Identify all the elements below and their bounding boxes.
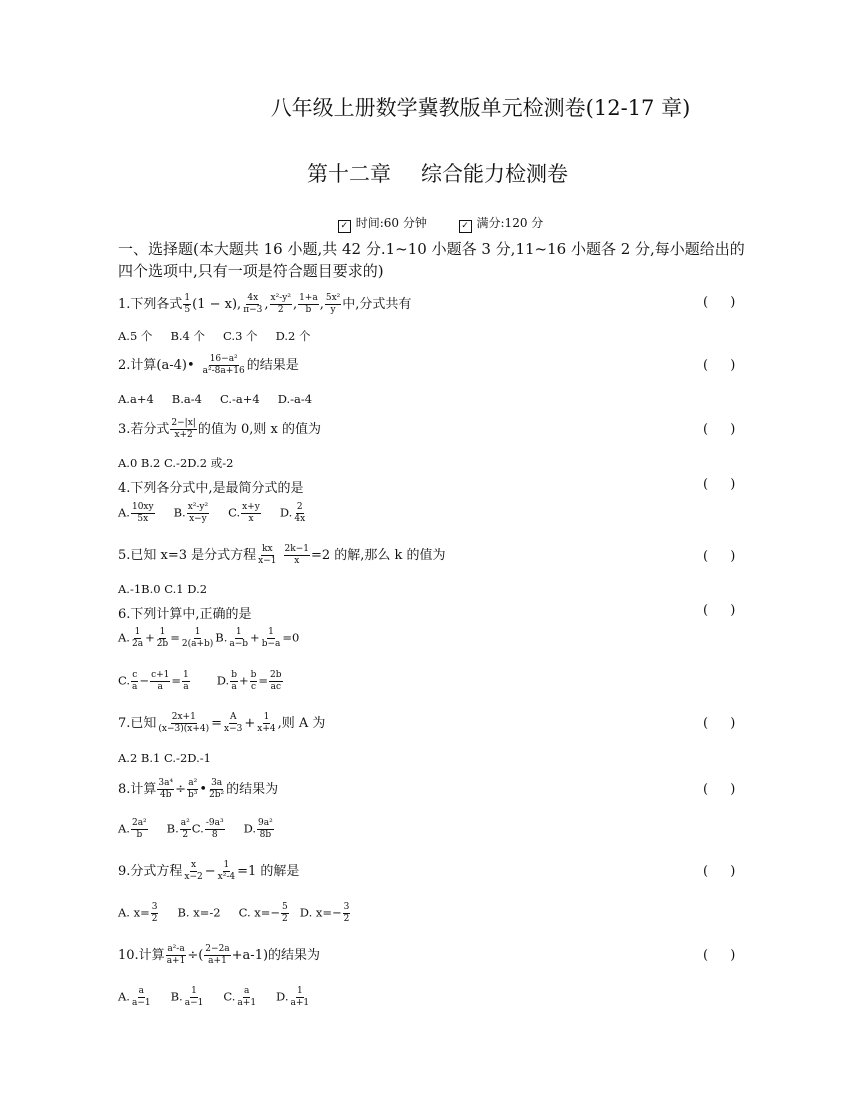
fraction [290, 986, 311, 1009]
question-text: 8.计算 [118, 782, 157, 797]
answer-parens: ( ) [703, 716, 736, 731]
fraction [187, 778, 198, 801]
fraction [284, 544, 310, 567]
fraction [250, 670, 258, 693]
checkbox-icon: ✓ [459, 220, 472, 233]
exam-meta [0, 214, 861, 233]
numerator: 2k−1 [284, 544, 309, 554]
page-title: 八年级上册数学冀教版单元检测卷(12-17 章) [270, 96, 691, 120]
numerator: x [191, 860, 197, 870]
question-text: 2.计算(a-4)• [118, 358, 195, 373]
answer-parens: ( ) [703, 358, 736, 373]
denominator: 2 [151, 914, 158, 924]
numerator: A [229, 712, 237, 722]
denominator: x+2 [174, 430, 193, 440]
options: A.0 B.2 C.-2D.2 或-2 [118, 456, 234, 470]
options: A. $\frac{\text{2a²}}{b}$ B. $\frac{\text{a²}}{2}$ C. $\frac{\text{-9a³}}{8}$ D. $\frac{\text{9a²}}{8b}$ [118, 818, 273, 840]
denominator: 5x [137, 514, 149, 524]
fraction [257, 818, 274, 841]
fraction [150, 670, 170, 693]
fraction [181, 627, 214, 650]
fraction [236, 986, 257, 1009]
options: A.a+4 B.a-4 C.-a+4 D.-a-4 [118, 392, 313, 406]
options: A.5 个 B.4 个 C.3 个 D.2 个 [118, 329, 311, 343]
denominator: ac [270, 682, 281, 692]
denominator: x [294, 556, 300, 566]
fraction [202, 354, 246, 377]
fraction [131, 818, 148, 841]
denominator: x²-4 [217, 872, 236, 882]
numerator: 4x [247, 293, 259, 303]
denominator: 2 [277, 305, 284, 315]
options: A. $\frac{10xy}{5x}$ B. $\frac{\text{x²-y²}}{x-y}$ C. $\frac{x+y}{x}$ D. $\frac{2}{4x}$ [118, 502, 306, 524]
question-2: 2.计算(a-4)• $\frac{\text{16−a²}}{\text{a²-8a+16}}$ 的结果是 [118, 354, 299, 376]
denominator: a−1 [131, 998, 151, 1008]
denominator: 8b [259, 830, 272, 840]
fraction [166, 944, 187, 967]
numerator: 1 [159, 627, 166, 637]
options: A. $\frac{1}{2a}$ + $\frac{1}{2b}$ = $\frac{1}{2(a+b)}$ B. $\frac{1}{a-b}$ + $\frac{1}{b-a}$ =0 [118, 627, 300, 649]
numerator: -9a³ [205, 818, 224, 828]
fraction [343, 902, 351, 925]
numerator: x²-y² [187, 502, 209, 512]
fraction [205, 818, 225, 841]
denominator: a−b [229, 639, 249, 649]
numerator: 1 [268, 627, 274, 637]
denominator: a [183, 682, 189, 692]
denominator: 2(a+b) [181, 639, 214, 649]
numerator: a [244, 986, 250, 996]
denominator: π−3 [243, 305, 263, 315]
numerator: c [132, 670, 138, 680]
denominator: 2 [282, 914, 288, 924]
denominator: 2a [131, 639, 144, 649]
full-score: 满分:120 分 [476, 216, 544, 230]
numerator: 2a² [131, 818, 147, 828]
denominator: a [157, 682, 163, 692]
numerator: 1 [296, 986, 303, 996]
fraction [223, 712, 243, 735]
denominator: x−1 [258, 556, 277, 566]
options: A. x= $\frac{3}{2}$ B. x=-2 C. x=− $\frac{5}{2}$ D. x=− $\frac{3}{2}$ [118, 902, 350, 924]
numerator: 3 [343, 902, 350, 912]
numerator: a²-a [167, 944, 185, 954]
numerator: 1 [184, 293, 191, 303]
denominator: 8 [211, 830, 218, 840]
question-3: 3.若分式 $\frac{2-|x|}{x+2}$ 的值为 0,则 x 的值为 [118, 418, 321, 440]
question-8: 8.计算 $\frac{\text{3a⁴}}{4b}$ ÷ $\frac{\text{a²}}{\text{b³}}$ • $\frac{3a}{\text{2b²}}$ 的结果为 [118, 778, 279, 800]
denominator: a [231, 682, 237, 692]
denominator: a+1 [166, 956, 186, 966]
fraction [281, 902, 289, 925]
fraction [270, 293, 292, 316]
numerator: 3a [211, 778, 223, 788]
numerator: 3a⁴ [158, 778, 174, 788]
fraction [228, 627, 249, 650]
denominator: 4x [294, 514, 306, 524]
denominator: a−1 [184, 998, 204, 1008]
section-heading: 一、选择题(本大题共 16 小题,共 42 分.1~10 小题各 3 分,11~16 小题各 2 分,每小题给出的四个选项中,只有一项是符合题目要求的) [118, 240, 745, 280]
answer-parens: ( ) [703, 864, 736, 879]
fraction [269, 670, 283, 693]
answer-parens: ( ) [703, 549, 736, 564]
options: C. $\frac{c}{a}$ − $\frac{c+1}{a}$ = $\frac{1}{a}$ D. $\frac{b}{a}$ + $\frac{b}{c}$ = $\frac{2b}{ac}$ [118, 670, 282, 692]
fraction [156, 627, 170, 650]
checkbox-icon: ✓ [338, 220, 351, 233]
fraction [170, 418, 196, 441]
fraction [242, 293, 263, 316]
fraction [180, 818, 191, 841]
question-9: 9.分式方程 $\frac{x}{x-2}$ − $\frac{1}{\text{x²-4}}$ =1 的解是 [118, 860, 300, 882]
question-10: 10.计算 $\frac{\text{a²-a}}{a+1}$ ÷( $\frac{2-2a}{a+1}$ +a-1)的结果为 [118, 944, 321, 966]
numerator: 2−|x| [171, 418, 196, 428]
numerator: 1+a [299, 293, 318, 303]
question-text: 9.分式方程 [118, 864, 183, 879]
numerator: a² [180, 818, 190, 828]
fraction [157, 712, 210, 735]
fraction [183, 293, 191, 316]
fraction [131, 627, 144, 650]
fraction [183, 860, 203, 883]
chapter-title [0, 158, 861, 188]
denominator: a [132, 682, 138, 692]
numerator: 1 [194, 627, 201, 637]
denominator: a+1 [237, 998, 257, 1008]
fraction [184, 986, 205, 1009]
question-6: 6.下列计算中,正确的是 [118, 607, 252, 622]
denominator: x−2 [184, 872, 203, 882]
question-text: 5.已知 x=3 是分式方程 [118, 548, 257, 563]
fraction [256, 712, 276, 735]
question-text: 7.已知 [118, 716, 157, 731]
numerator: 1 [235, 627, 242, 637]
numerator: 1 [134, 627, 141, 637]
numerator: a² [188, 778, 198, 788]
question-1: 1.下列各式 $\frac{1}{5}$ (1 − x), $\frac{4x}{\pi-3}$ , $\frac{\text{x²-y²}}{2}$ , $\frac{1+a}{b}$ , $\frac{\text{5x²}}{y}$ 中,分式共有 [118, 293, 412, 315]
fraction [151, 902, 159, 925]
numerator: 5 [282, 902, 288, 912]
time-limit: 时间:60 分钟 [355, 216, 427, 230]
numerator: x²-y² [270, 293, 291, 303]
fraction [217, 860, 236, 883]
question-7: 7.已知 $\frac{2x+1}{(x-3)(x+4)}$ = $\frac{A}{x-3}$ + $\frac{1}{x+4}$ ,则 A 为 [118, 712, 326, 734]
denominator: 2 [343, 914, 350, 924]
numerator: 1 [183, 670, 189, 680]
denominator: x−3 [224, 724, 243, 734]
fraction [131, 670, 138, 693]
fraction [257, 544, 277, 567]
numerator: 2x+1 [171, 712, 196, 722]
denominator: b [305, 305, 312, 315]
numerator: 1 [223, 860, 230, 870]
fraction [157, 778, 174, 801]
denominator: b [136, 830, 143, 840]
question-4: 4.下列各分式中,是最简分式的是 [118, 481, 304, 496]
numerator: 3 [151, 902, 158, 912]
numerator: b [250, 670, 257, 680]
denominator: b³ [188, 790, 198, 800]
fraction [182, 670, 190, 693]
chapter-number: 第十二章 [307, 162, 391, 186]
denominator: a+1 [290, 998, 310, 1008]
options: A. $\frac{a}{a-1}$ B. $\frac{1}{a-1}$ C. $\frac{a}{a+1}$ D. $\frac{1}{a+1}$ [118, 986, 310, 1008]
fraction [325, 293, 341, 316]
denominator: b−a [261, 639, 281, 649]
question-text: 10.计算 [118, 948, 165, 963]
fraction [187, 502, 209, 525]
fraction [208, 778, 225, 801]
numerator: b [231, 670, 237, 680]
numerator: kx [262, 544, 273, 554]
answer-parens: ( ) [703, 948, 736, 963]
fraction [131, 986, 152, 1009]
numerator: 10xy [131, 502, 154, 512]
denominator: 2b [156, 639, 169, 649]
denominator: x [248, 514, 254, 524]
numerator: 5x² [325, 293, 341, 303]
question-text: 3.若分式 [118, 422, 170, 437]
denominator: c [250, 682, 257, 692]
denominator: y [330, 305, 336, 315]
fraction [131, 502, 155, 525]
numerator: 16−a² [209, 354, 238, 364]
fraction [241, 502, 261, 525]
options: A.-1B.0 C.1 D.2 [118, 582, 208, 596]
numerator: 1 [191, 986, 197, 996]
denominator: 2b² [209, 790, 225, 800]
fraction [230, 670, 238, 693]
denominator: a+1 [208, 956, 227, 966]
answer-parens: ( ) [703, 422, 736, 437]
answer-parens: ( ) [703, 782, 736, 797]
fraction [293, 502, 306, 525]
numerator: 2−2a [205, 944, 230, 954]
test-name: 综合能力检测卷 [421, 162, 568, 186]
fraction [298, 293, 319, 316]
denominator: (x−3)(x+4) [158, 724, 210, 734]
numerator: a [138, 986, 144, 996]
answer-parens: ( ) [703, 477, 736, 492]
numerator: c+1 [151, 670, 170, 680]
question-text: 1.下列各式 [118, 297, 183, 312]
numerator: 1 [263, 712, 270, 722]
denominator: 2 [182, 830, 189, 840]
answer-parens: ( ) [703, 603, 736, 618]
fraction [261, 627, 282, 650]
numerator: 2 [296, 502, 303, 512]
denominator: x−y [189, 514, 207, 524]
numerator: 9a² [258, 818, 273, 828]
denominator: a²-8a+16 [202, 366, 245, 376]
denominator: 4b [160, 790, 172, 800]
denominator: x+4 [257, 724, 276, 734]
answer-parens: ( ) [703, 295, 736, 310]
numerator: x+y [242, 502, 260, 512]
question-5: 5.已知 x=3 是分式方程 $\frac{kx}{x-1}$ $\frac{2k-1}{x}$ =2 的解,那么 k 的值为 [118, 544, 446, 566]
denominator: 5 [184, 305, 191, 315]
numerator: 2b [270, 670, 282, 680]
fraction [204, 944, 230, 967]
options: A.2 B.1 C.-2D.-1 [118, 751, 211, 765]
